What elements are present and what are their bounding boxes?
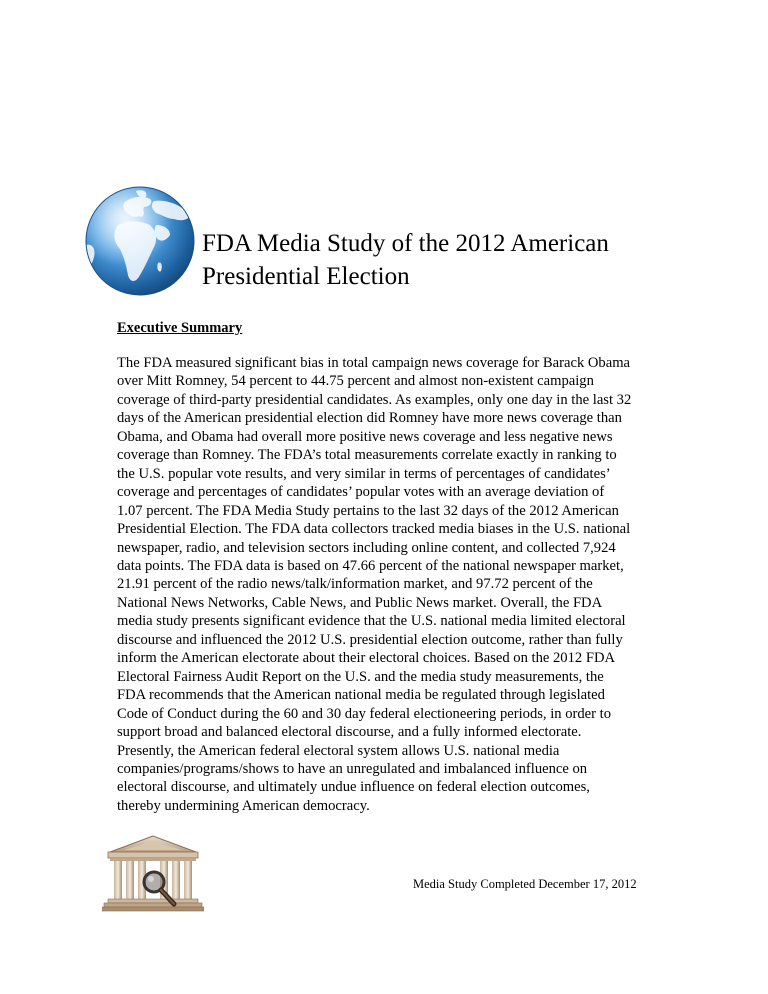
paragraph-line: Obama, and Obama had overall more positive news coverage and less negative news	[117, 428, 613, 445]
document-title-line-1: FDA Media Study of the 2012 American	[202, 230, 609, 257]
section-heading: Executive Summary	[117, 320, 243, 336]
paragraph-line: thereby undermining American democracy.	[117, 797, 370, 814]
paragraph-line: newspaper, radio, and television sectors including online content, and collected 7,924	[117, 539, 616, 556]
paragraph-line: coverage than Romney. The FDA’s total measurements correlate exactly in ranking to	[117, 447, 617, 464]
paragraph-line: coverage of third-party presidential candidates. As examples, only one day in the last 32	[117, 391, 632, 408]
globe-icon	[84, 185, 196, 297]
paragraph-line: the U.S. popular vote results, and very similar in terms of percentages of candidates’	[117, 465, 611, 482]
paragraph-line: 21.91 percent of the radio news/talk/information market, and 97.72 percent of the	[117, 576, 593, 593]
paragraph-line: discourse and influenced the 2012 U.S. presidential election outcome, rather than fully	[117, 631, 623, 648]
paragraph-line: companies/programs/shows to have an unregulated and imbalanced influence on	[117, 760, 588, 777]
paragraph-line: FDA recommends that the American national media be regulated through legislated	[117, 687, 605, 704]
paragraph-line: support broad and balanced electoral discourse, and a fully informed electorate.	[117, 724, 582, 741]
paragraph-line: National News Networks, Cable News, and Public News market. Overall, the FDA	[117, 594, 603, 611]
paragraph-line: Presently, the American federal electoral system allows U.S. national media	[117, 742, 560, 759]
completion-date-note: Media Study Completed December 17, 2012	[413, 877, 637, 891]
paragraph-line: days of the American presidential election did Romney have more news coverage than	[117, 410, 622, 427]
temple-magnifier-icon	[102, 834, 204, 912]
document-title-line-2: Presidential Election	[202, 263, 410, 290]
paragraph-line: Code of Conduct during the 60 and 30 day federal electioneering periods, in order to	[117, 705, 612, 722]
paragraph-line: Presidential Election. The FDA data collectors tracked media biases in the U.S. national	[117, 521, 631, 538]
paragraph-line: electoral discourse, and ultimately undue influence on federal election outcomes,	[117, 779, 590, 796]
paragraph-line: data points. The FDA data is based on 47.66 percent of the national newspaper market,	[117, 557, 624, 574]
paragraph-line: coverage and percentages of candidates’ popular votes with an average deviation of	[117, 484, 605, 501]
paragraph-line: over Mitt Romney, 54 percent to 44.75 percent and almost non-existent campaign	[117, 373, 594, 390]
executive-summary-paragraph	[117, 354, 657, 815]
paragraph-line: media study presents significant evidence that the U.S. national media limited electoral	[117, 613, 626, 630]
paragraph-line: Electoral Fairness Audit Report on the U.S. and the media study measurements, the	[117, 668, 604, 685]
paragraph-line: The FDA measured significant bias in total campaign news coverage for Barack Obama	[117, 355, 631, 371]
paragraph-line: inform the American electorate about their electoral choices. Based on the 2012 FDA	[117, 650, 616, 667]
paragraph-line: 1.07 percent. The FDA Media Study pertains to the last 32 days of the 2012 American	[117, 502, 619, 519]
